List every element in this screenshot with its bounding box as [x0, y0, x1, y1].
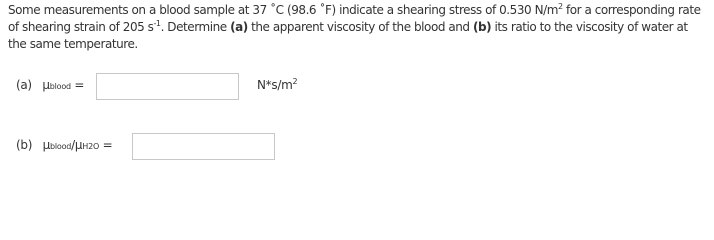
part-a-letter: (a)	[16, 78, 32, 92]
part-b-marker: (b)	[472, 20, 492, 34]
problem-text-1: Some measurements on a blood sample at 37 ˚C (98.6 ˚F) indicate a shearing stress of 0.530 N/m	[8, 3, 558, 17]
problem-text-3: . Determine	[160, 20, 231, 34]
part-b-letter: (b)	[16, 138, 33, 152]
mu-water-symbol: μ	[74, 138, 83, 152]
part-a-label	[16, 78, 84, 92]
ratio-answer-input[interactable]	[132, 133, 275, 160]
superscript-2: 2	[557, 2, 563, 11]
equals-sign: =	[99, 138, 113, 152]
problem-statement	[8, 2, 708, 53]
problem-text-5: its ratio to the viscosity of water at the same temperature.	[8, 20, 688, 51]
superscript-minus-1: -1	[153, 19, 161, 28]
part-a-marker: (a)	[230, 20, 248, 34]
part-b-label	[16, 138, 112, 152]
blood-subscript: blood	[49, 142, 72, 151]
mu-symbol: μ	[42, 78, 50, 92]
viscosity-answer-input[interactable]	[96, 73, 239, 100]
blood-subscript: blood	[49, 82, 71, 91]
equals-sign: =	[70, 78, 85, 92]
problem-text-2: for a corresponding rate of shearing strain of 205 s	[8, 3, 701, 34]
viscosity-unit	[257, 78, 297, 92]
unit-superscript: 2	[292, 77, 298, 86]
unit-text: N*s/m	[257, 78, 293, 92]
mu-blood-symbol: μ	[42, 138, 50, 152]
problem-text-4: the apparent viscosity of the blood and	[247, 20, 473, 34]
ratio-slash: /	[71, 138, 75, 152]
h2o-subscript: H2O	[82, 142, 100, 151]
